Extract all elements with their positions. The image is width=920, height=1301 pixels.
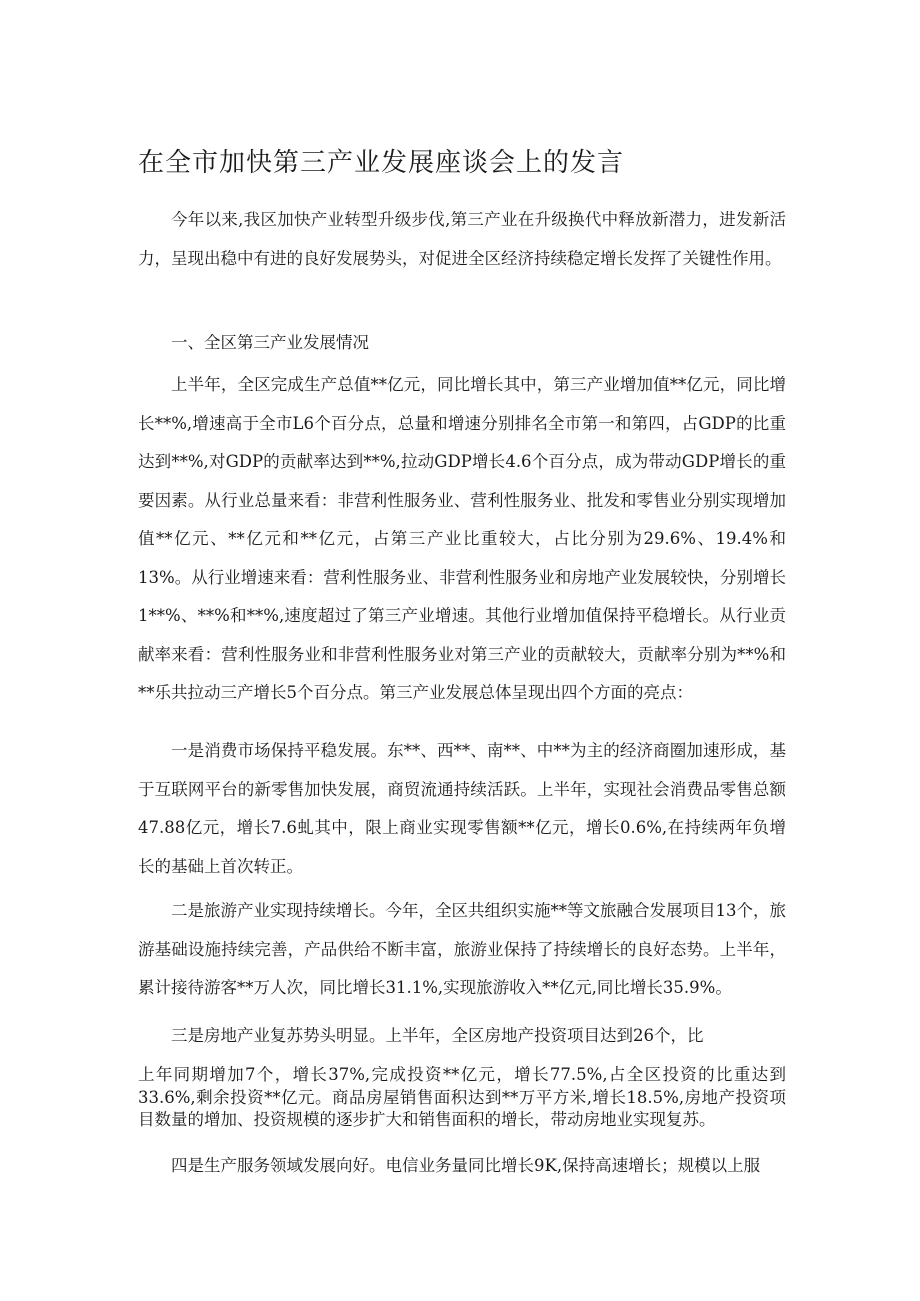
paragraph-point-3-continued: 上年同期增加7个，增长37%,完成投资**亿元，增长77.5%,占全区投资的比重达到33.6%,剩余投资**亿元。商品房屋销售面积达到**万平方米,增长18.5%,房地产投资项目数量的增加、投资规模的逐步扩大和销售面积的增长，带动房地业实现复苏。 — [138, 1065, 786, 1129]
paragraph-intro: 今年以来,我区加快产业转型升级步伐,第三产业在升级换代中释放新潜力，进发新活力，呈现出稳中有进的良好发展势头，对促进全区经济持续稳定增长发挥了关键性作用。 — [138, 210, 786, 268]
paragraph-point-3-first-line: 三是房地产业复苏势头明显。上半年，全区房地产投资项目达到26个，比 — [171, 1026, 704, 1045]
paragraph-point-2: 二是旅游产业实现持续增长。今年，全区共组织实施**等文旅融合发展项目13个，旅游基础设施持续完善，产品供给不断丰富，旅游业保持了持续增长的良好态势。上半年，累计接待游客**万人次，同比增长31.1%,实现旅游收入**亿元,同比增长35.9%。 — [138, 901, 786, 997]
document-title: 在全市加快第三产业发展座谈会上的发言 — [138, 148, 625, 178]
paragraph-point-1: 一是消费市场保持平稳发展。东**、西**、南**、中**为主的经济商圈加速形成，基于互联网平台的新零售加快发展，商贸流通持续活跃。上半年，实现社会消费品零售总额47.88亿元，增长7.6虬其中，限上商业实现零售额**亿元，增长0.6%,在持续两年负增长的基础上首次转正。 — [138, 741, 786, 876]
paragraph-overview: 上半年，全区完成生产总值**亿元，同比增长其中，第三产业增加值**亿元，同比增长**%,增速高于全市L6个百分点，总量和增速分别排名全市第一和第四，占GDP的比重达到**%,对GDP的贡献率达到**%,拉动GDP增长4.6个百分点，成为带动GDP增长的重要因素。从行业总量来看：非营利性服务业、营利性服务业、批发和零售业分别实现增加值**亿元、**亿元和**亿元，占第三产业比重较大，占比分别为29.6%、19.4%和13%。从行业增速来看：营利性服务业、非营利性服务业和房地产业发展较快，分别增长1**%、**%和**%,速度超过了第三产业增速。其他行业增加值保持平稳增长。从行业贡献率来看：营利性服务业和非营利性服务业对第三产业的贡献较大，贡献率分别为**%和**乐共拉动三产增长5个百分点。第三产业发展总体呈现出四个方面的亮点： — [138, 375, 786, 702]
section-heading: 一、全区第三产业发展情况 — [171, 333, 369, 352]
paragraph-point-4-first-line: 四是生产服务领域发展向好。电信业务量同比增长9K,保持高速增长；规模以上服 — [171, 1156, 761, 1175]
